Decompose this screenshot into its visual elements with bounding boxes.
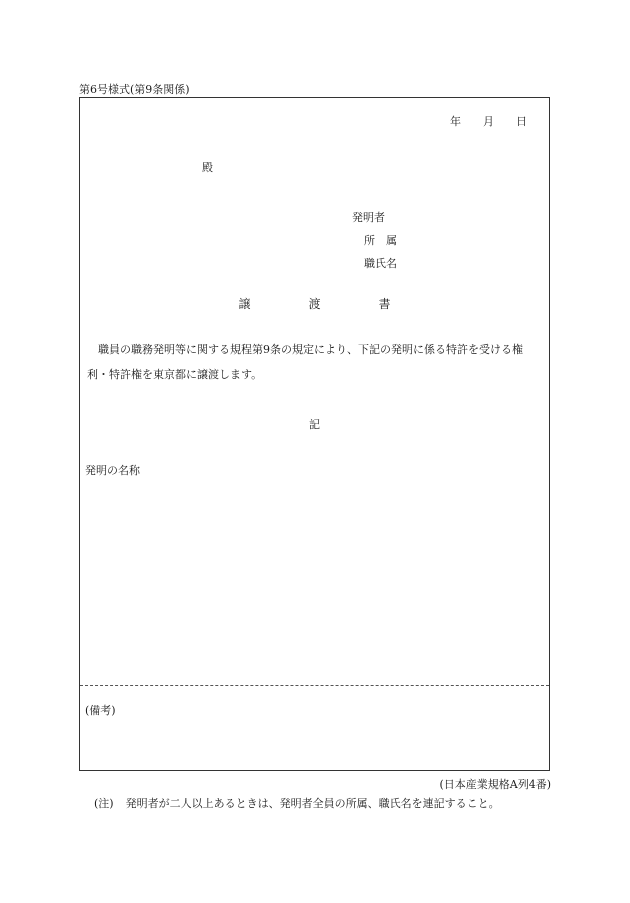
note-text: 発明者が二人以上あるときは、発明者全員の所属、職氏名を連記すること。: [125, 797, 500, 810]
form-number-label: 第6号様式(第9条関係): [79, 83, 190, 96]
title-char-1: 譲: [238, 297, 251, 311]
date-line: [450, 113, 527, 129]
title-char-3: 書: [378, 297, 391, 311]
inventor-heading: 発明者: [352, 211, 385, 224]
inventor-affiliation-label: 所 属: [364, 234, 397, 247]
paper-standard-label: (日本産業規格A列4番): [439, 778, 551, 791]
remarks-label: (備考): [85, 704, 116, 717]
addressee-honorific: 殿: [202, 161, 213, 174]
inventor-name-label: 職氏名: [364, 257, 397, 270]
transfer-statement: 職員の職務発明等に関する規程第9条の規定により、下記の発明に係る特許を受ける権利・特許権を東京都に譲渡します。: [87, 343, 523, 381]
form-frame: [79, 97, 550, 771]
note-mark: (注): [94, 797, 114, 810]
footnote: [94, 795, 500, 811]
date-day-label: 日: [516, 115, 527, 128]
record-label: 記: [309, 418, 320, 431]
inventor-block: [352, 206, 397, 275]
document-title: [80, 295, 549, 312]
title-char-2: 渡: [308, 297, 321, 311]
section-divider: [80, 685, 549, 686]
date-month-label: 月: [483, 115, 494, 128]
invention-name-label: 発明の名称: [85, 464, 140, 477]
date-year-label: 年: [450, 115, 461, 128]
